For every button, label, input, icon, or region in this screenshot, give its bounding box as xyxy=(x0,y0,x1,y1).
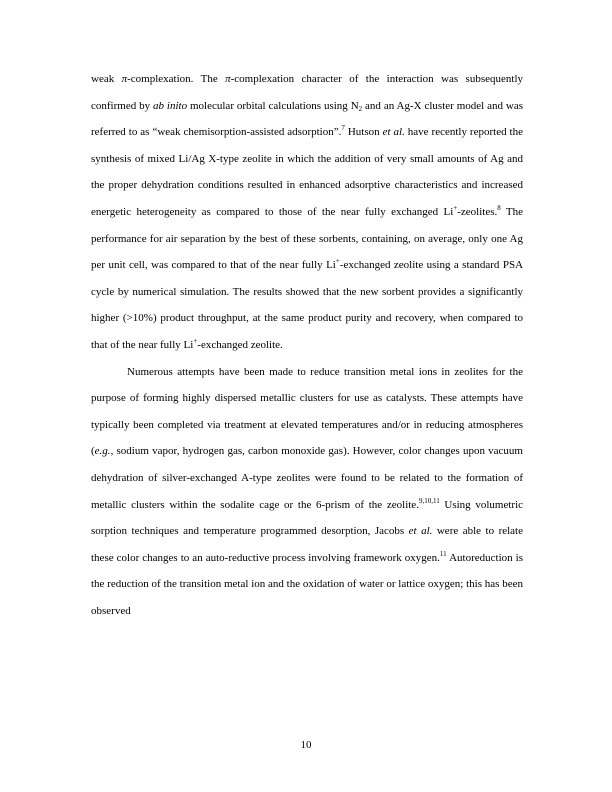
text-run: -complexation. The xyxy=(127,73,226,85)
subscript: 2 xyxy=(358,104,363,113)
citation-superscript: 7 xyxy=(341,124,345,133)
citation-superscript: + xyxy=(193,336,198,345)
italic-text: π xyxy=(225,73,231,85)
citation-superscript: + xyxy=(335,257,340,266)
text-run: Using volumetric sorption techniques and temperature programmed desorption, Jacobs xyxy=(91,498,524,538)
page-number: 10 xyxy=(300,739,312,751)
paragraph-2 xyxy=(91,359,523,625)
text-run: molecular orbital calculations using N xyxy=(187,99,359,112)
text-run: Numerous attempts have been made to reduce transition metal ions in zeolites for the purpose of forming highly dispersed metallic clusters for use as catalysts. These attempts have typically been completed via treatment at elevated temperatures and/or in reducing atmospheres ( xyxy=(91,365,523,458)
text-run: , sodium vapor, hydrogen gas, carbon monoxide gas). However, color changes upon vacuum dehydration of silver-exchanged A-type zeolites were found to be related to the formation of metallic clusters within the sodalite cage or the 6-prism of the zeolite. xyxy=(91,445,523,511)
italic-text: et al. xyxy=(382,126,405,139)
italic-text: et al. xyxy=(408,525,433,538)
text-run: have recently reported the synthesis of mixed Li/Ag X-type zeolite in which the addition of very small amounts of Ag and the proper dehydration conditions resulted in enhanced adsorptive characteristics and increased energetic heterogeneity as compared to those of the near fully exchanged Li xyxy=(91,126,523,218)
text-run: -exchanged zeolite using a standard PSA cycle by numerical simulation. The results showed that the new sorbent provides a significantly higher (>10%) product throughput, at the same product purity and recovery, when compared to that of the near fully Li xyxy=(91,259,524,351)
citation-superscript: 9,10,11 xyxy=(418,496,440,505)
text-run: Autoreduction is the reduction of the transition metal ion and the oxidation of water or lattice oxygen; this has been observed xyxy=(91,551,523,617)
italic-text: e.g. xyxy=(94,445,111,458)
text-run: -exchanged zeolite. xyxy=(197,338,283,351)
text-run: weak xyxy=(91,73,122,85)
text-run: The performance for air separation by the best of these sorbents, containing, on average, only one Ag per unit cell, was compared to that of the near fully Li xyxy=(91,205,523,272)
text-run: -zeolites. xyxy=(457,205,498,218)
paragraph-1 xyxy=(91,66,523,359)
text-run: and an Ag-X cluster model and was referred to as “weak chemisorption-assisted adsorption”. xyxy=(91,99,523,139)
text-run: Hutson xyxy=(344,126,383,139)
citation-superscript: + xyxy=(453,203,458,212)
citation-superscript: 8 xyxy=(497,203,501,212)
italic-text: π xyxy=(121,73,128,85)
text-run: -complexation character of the interaction was subsequently confirmed by xyxy=(91,73,523,112)
citation-superscript: 11 xyxy=(439,549,447,558)
text-run: were able to relate these color changes to an auto-reductive process involving framework oxygen. xyxy=(91,525,523,564)
italic-text: ab inito xyxy=(153,99,188,112)
body-text xyxy=(91,66,523,624)
